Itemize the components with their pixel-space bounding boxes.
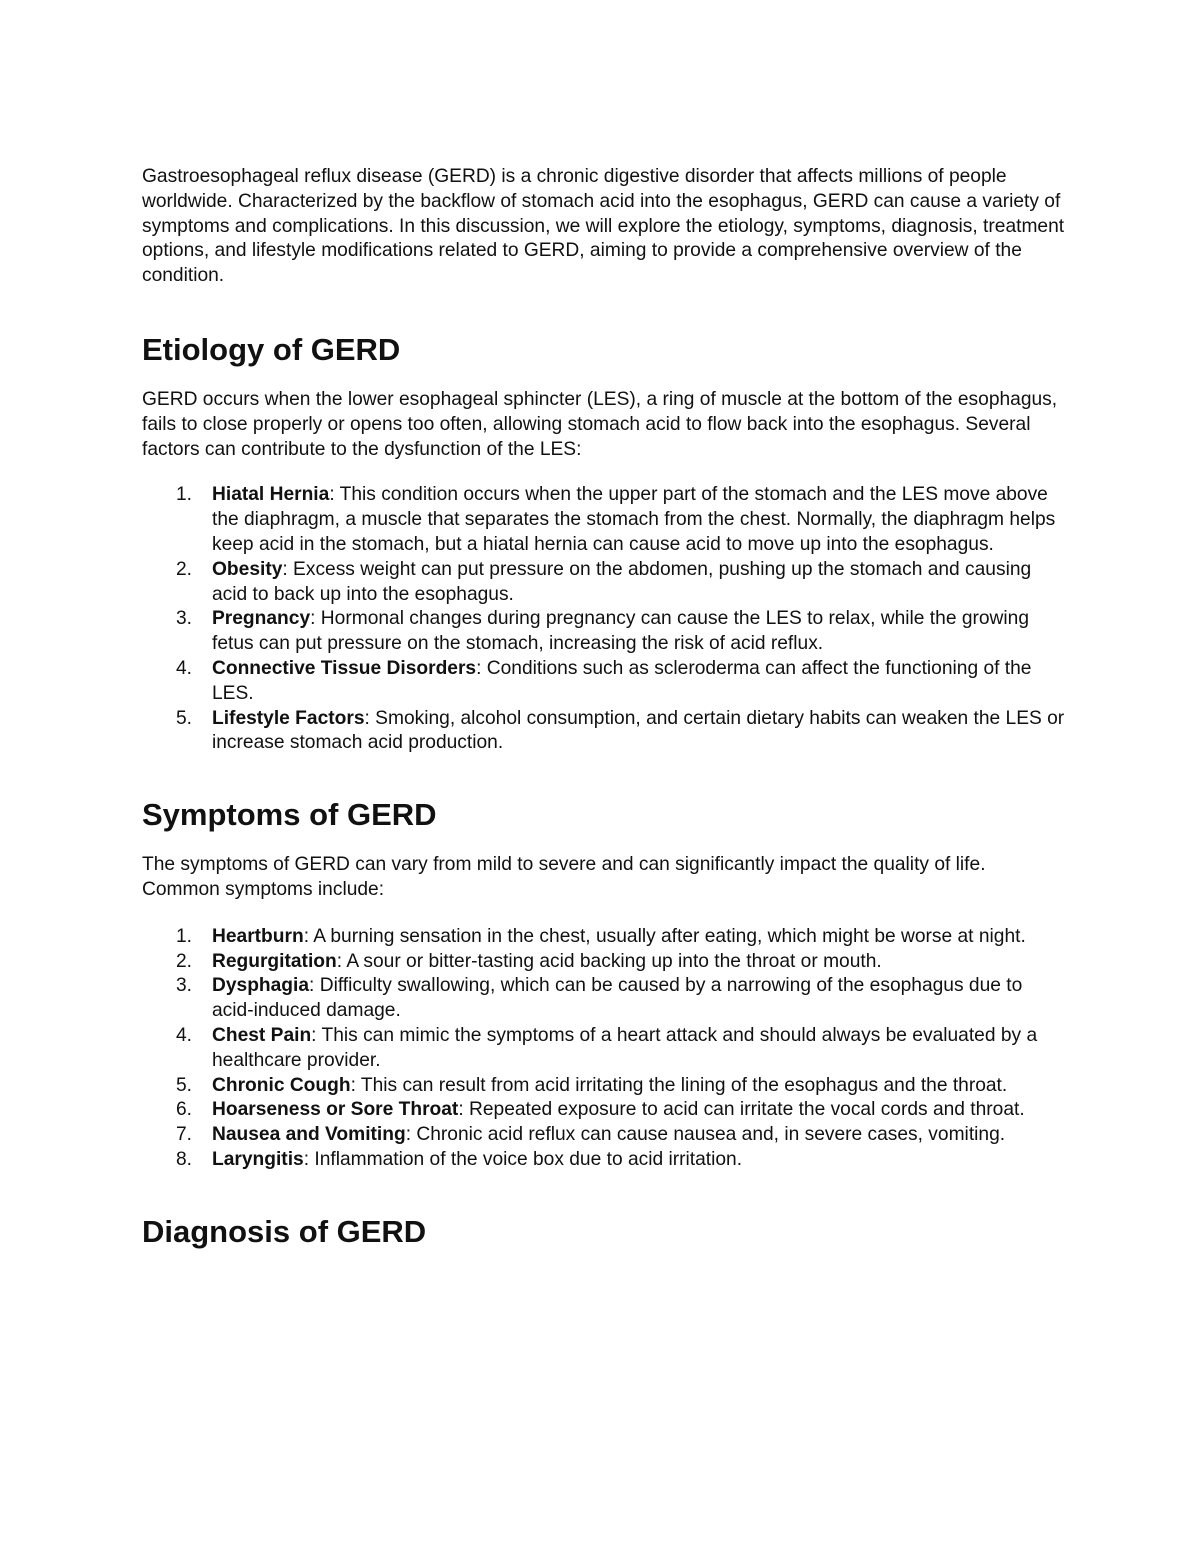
list-text: : Difficulty swallowing, which can be caused by a narrowing of the esophagus due to acid-induced damage. xyxy=(212,975,1023,1022)
list-term: Laryngitis xyxy=(212,1148,304,1170)
list-item xyxy=(142,950,1067,975)
list-term: Chest Pain xyxy=(212,1024,312,1046)
list-number: 1. xyxy=(176,925,193,947)
list-number: 8. xyxy=(176,1148,193,1170)
list-text: : Conditions such as scleroderma can affect the functioning of the LES. xyxy=(212,657,1032,704)
list-text: : Inflammation of the voice box due to acid irritation. xyxy=(303,1148,743,1170)
list-term: Hoarseness or Sore Throat xyxy=(212,1099,459,1121)
symptoms-heading: Symptoms of GERD xyxy=(142,797,437,833)
symptoms-paragraph: The symptoms of GERD can vary from mild to severe and can significantly impact the quality of life. Common symptoms include: xyxy=(142,854,986,900)
list-term: Hiatal Hernia xyxy=(212,484,330,506)
list-text: : Excess weight can put pressure on the abdomen, pushing up the stomach and causing acid to back up into the esophagus. xyxy=(212,558,1032,605)
list-number: 2. xyxy=(176,950,193,972)
diagnosis-heading: Diagnosis of GERD xyxy=(142,1213,427,1249)
list-text: : This can mimic the symptoms of a heart attack and should always be evaluated by a healthcare provider. xyxy=(212,1024,1038,1071)
list-text: : Smoking, alcohol consumption, and certain dietary habits can weaken the LES or increase stomach acid production. xyxy=(212,707,1065,754)
list-item xyxy=(142,1123,1067,1148)
document-page xyxy=(142,165,1067,1250)
etiology-heading: Etiology of GERD xyxy=(142,331,401,367)
list-number: 1. xyxy=(176,484,193,506)
list-item xyxy=(142,558,1067,608)
list-term: Heartburn xyxy=(212,925,304,947)
list-term: Lifestyle Factors xyxy=(212,707,365,729)
list-item xyxy=(142,1024,1067,1074)
list-term: Nausea and Vomiting xyxy=(212,1124,406,1146)
list-term: Dysphagia xyxy=(212,975,310,997)
list-text: : A burning sensation in the chest, usually after eating, which might be worse at night. xyxy=(303,925,1026,947)
list-item xyxy=(142,1148,1067,1173)
list-item xyxy=(142,707,1067,757)
intro-paragraph: Gastroesophageal reflux disease (GERD) is a chronic digestive disorder that affects millions of people worldwide. Characterized by the backflow of stomach acid into the esophagus, GERD can cause a variety of symptoms and complications. In this discussion, we will explore the etiology, symptoms, diagnosis, treatment options, and lifestyle modifications related to GERD, aiming to provide a comprehensive overview of the condition. xyxy=(142,166,1065,287)
list-term: Obesity xyxy=(212,558,283,580)
list-item xyxy=(142,657,1067,707)
list-text: : Hormonal changes during pregnancy can cause the LES to relax, while the growing fetus can put pressure on the stomach, increasing the risk of acid reflux. xyxy=(212,608,1030,655)
list-item xyxy=(142,974,1067,1024)
list-number: 5. xyxy=(176,707,193,729)
list-item xyxy=(142,1074,1067,1099)
list-number: 4. xyxy=(176,1024,193,1046)
list-item xyxy=(142,925,1067,950)
list-text: : Chronic acid reflux can cause nausea and, in severe cases, vomiting. xyxy=(405,1124,1006,1146)
list-number: 6. xyxy=(176,1099,193,1121)
list-number: 3. xyxy=(176,975,193,997)
list-number: 4. xyxy=(176,657,193,679)
list-text: : This condition occurs when the upper part of the stomach and the LES move above the diaphragm, a muscle that separates the stomach from the chest. Normally, the diaphragm helps keep acid in the stomach, but a hiatal hernia can cause acid to move up into the esophagus. xyxy=(212,484,1056,555)
list-text: : This can result from acid irritating the lining of the esophagus and the throat. xyxy=(350,1074,1008,1096)
list-text: : A sour or bitter-tasting acid backing up into the throat or mouth. xyxy=(336,950,882,972)
list-item xyxy=(142,1098,1067,1123)
list-number: 7. xyxy=(176,1124,193,1146)
list-text: : Repeated exposure to acid can irritate the vocal cords and throat. xyxy=(458,1099,1025,1121)
list-term: Pregnancy xyxy=(212,608,311,630)
list-number: 2. xyxy=(176,558,193,580)
list-term: Connective Tissue Disorders xyxy=(212,657,477,679)
symptoms-list xyxy=(142,925,1067,1173)
list-number: 3. xyxy=(176,608,193,630)
list-item xyxy=(142,607,1067,657)
etiology-paragraph: GERD occurs when the lower esophageal sphincter (LES), a ring of muscle at the bottom of the esophagus, fails to close properly or opens too often, allowing stomach acid to flow back into the esophagus. Several factors can contribute to the dysfunction of the LES: xyxy=(142,388,1058,460)
list-number: 5. xyxy=(176,1074,193,1096)
list-term: Regurgitation xyxy=(212,950,337,972)
list-term: Chronic Cough xyxy=(212,1074,351,1096)
etiology-list xyxy=(142,483,1067,756)
list-item xyxy=(142,483,1067,557)
